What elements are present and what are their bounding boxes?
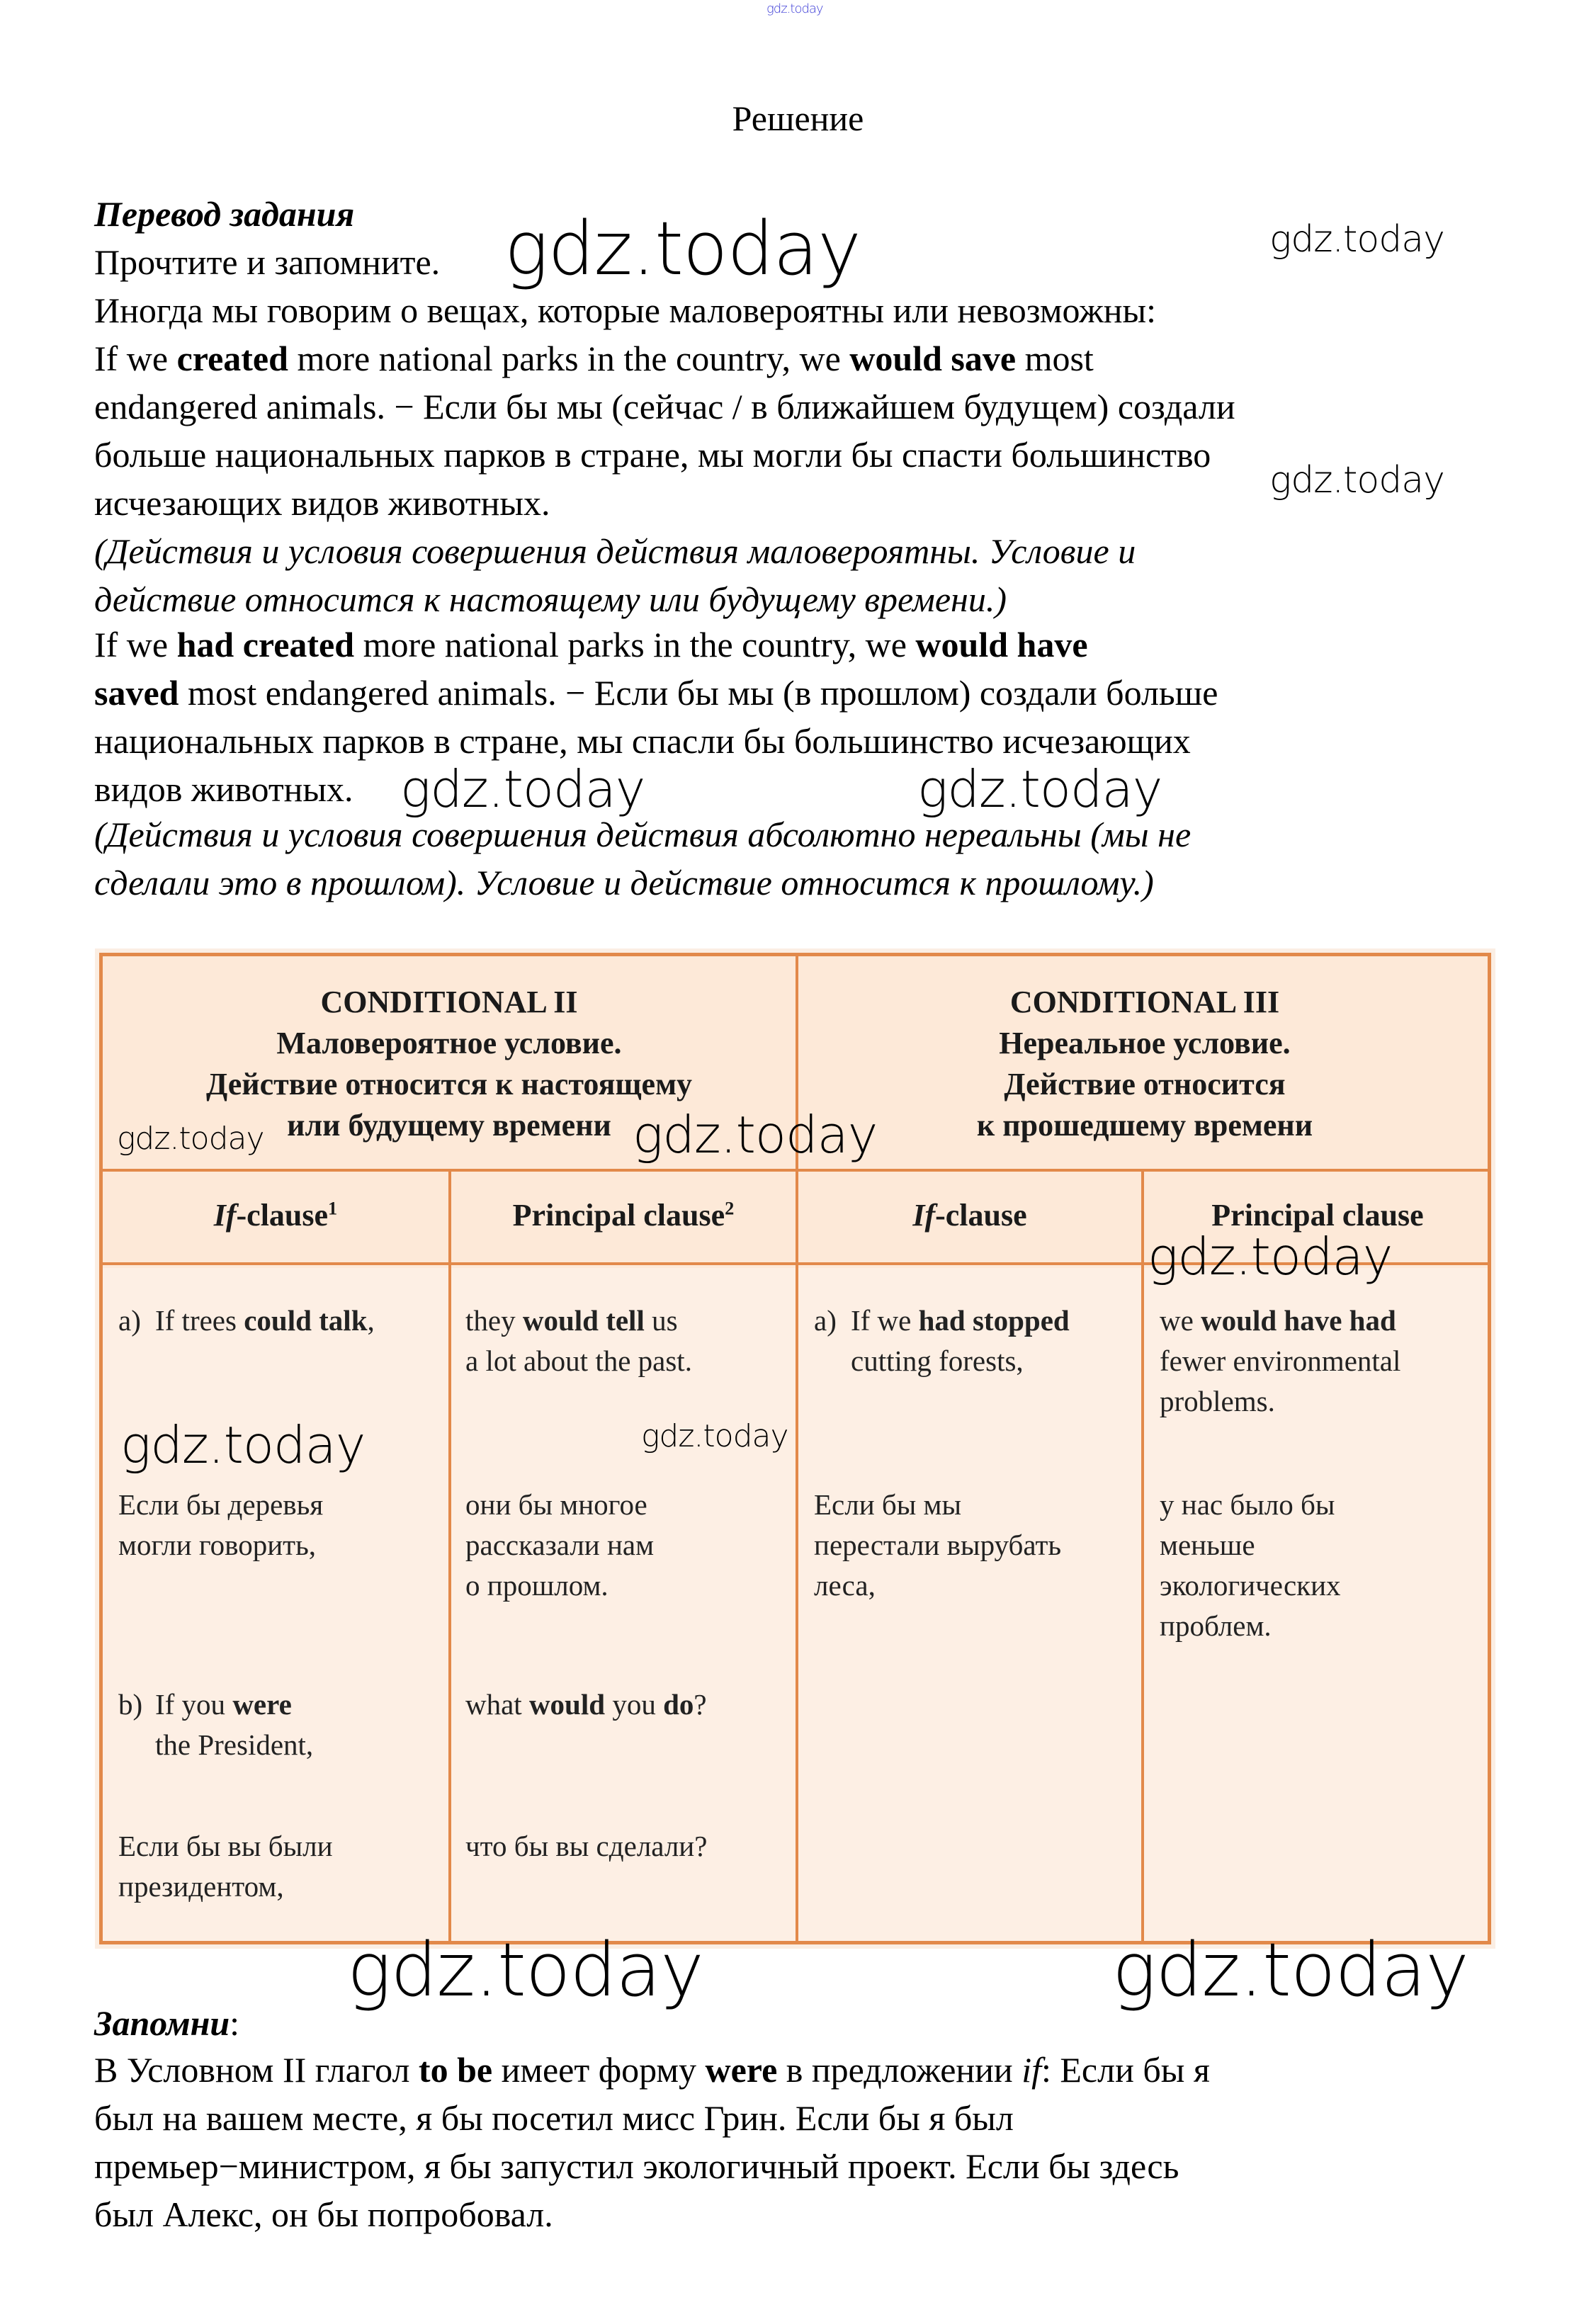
example2-line3: национальных парков в стране, мы спасли бы большинство исчезающих: [94, 721, 1191, 761]
bold-text: saved: [94, 673, 179, 713]
text: президентом,: [118, 1870, 284, 1903]
cond3-desc: к прошедшему времени: [976, 1108, 1313, 1143]
remember-line4: был Алекс, он бы попробовал.: [94, 2194, 553, 2234]
text: Principal clause: [1211, 1198, 1424, 1233]
cond3-title: CONDITIONAL III: [1009, 985, 1280, 1019]
text: В Условном II глагол: [94, 2050, 419, 2090]
example2-line1: [94, 621, 1088, 669]
text: the President,: [155, 1728, 314, 1761]
text: :: [230, 2003, 240, 2043]
text: more national parks in the country, we: [354, 625, 916, 664]
text: we: [1160, 1304, 1201, 1337]
cond2-principal-example-b: [465, 1684, 707, 1725]
text: Если бы вы были: [118, 1830, 333, 1862]
text: If we: [94, 339, 177, 378]
list-marker: a): [118, 1304, 141, 1337]
text: most endangered animals. − Если бы мы (в прошлом) создали больше: [179, 673, 1218, 713]
note1-line1: (Действия и условия совершения действия маловероятны. Условие и: [94, 531, 1136, 571]
text: : Если бы я: [1041, 2050, 1210, 2090]
example1-line2: endangered animals. − Если бы мы (сейчас / в ближайшем будущем) создали: [94, 387, 1235, 426]
text: экологических: [1160, 1569, 1341, 1602]
subheader-if-clause: [103, 1197, 448, 1233]
text: more national parks in the country, we: [288, 339, 850, 378]
cond2-principal-example-b-ru: [465, 1826, 707, 1867]
watermark: gdz.today: [917, 759, 1162, 819]
text: имеет форму: [492, 2050, 706, 2090]
watermark: gdz.today: [347, 1927, 703, 2013]
subheader-principal-clause: [451, 1197, 796, 1233]
divider: [448, 1169, 451, 1941]
bold-text: had stopped: [918, 1304, 1070, 1337]
watermark-top: gdz.today: [766, 1, 823, 16]
text: If: [912, 1198, 936, 1233]
cond2-title: CONDITIONAL II: [320, 985, 578, 1019]
text: Запомни: [94, 2003, 230, 2043]
text: If trees: [155, 1304, 244, 1337]
text: о прошлом.: [465, 1569, 609, 1602]
note2-line1: (Действия и условия совершения действия абсолютно нереальны (мы не: [94, 815, 1192, 854]
watermark: gdz.today: [400, 759, 645, 819]
example2-line2: [94, 669, 1218, 717]
task-heading: Перевод задания: [94, 194, 355, 234]
text: If we: [94, 625, 177, 664]
watermark: gdz.today: [641, 1418, 788, 1454]
text: ?: [694, 1688, 707, 1721]
text: в предложении: [777, 2050, 1022, 2090]
bold-text: to be: [418, 2050, 493, 2090]
remember-line2: был на вашем месте, я бы посетил мисс Грин. Если бы я был: [94, 2098, 1014, 2138]
bold-text: were: [705, 2050, 778, 2090]
bold-text: would: [528, 1688, 606, 1721]
text: Если бы деревья: [118, 1488, 324, 1521]
text: могли говорить,: [118, 1529, 317, 1561]
text: леса,: [814, 1569, 876, 1602]
cond2-desc: Действие относится к настоящему: [205, 1067, 693, 1101]
text: Если бы мы: [814, 1488, 962, 1521]
text: problems.: [1160, 1385, 1275, 1417]
cond3-if-example-a: [814, 1301, 1070, 1381]
text: меньше: [1160, 1529, 1255, 1561]
cond2-principal-example-a-ru: [465, 1485, 654, 1606]
text: fewer environmental: [1160, 1344, 1401, 1377]
divider: [1141, 1169, 1144, 1941]
text: Principal clause: [512, 1198, 725, 1233]
cond2-desc: Маловероятное условие.: [276, 1026, 622, 1060]
cond3-if-example-a-ru: [814, 1485, 1061, 1606]
watermark: gdz.today: [117, 1121, 264, 1157]
watermark: gdz.today: [1269, 218, 1444, 261]
cond2-if-example-b: [118, 1684, 313, 1765]
text: у нас было бы: [1160, 1488, 1335, 1521]
cond3-desc: Нереальное условие.: [999, 1026, 1291, 1060]
example2-line4: видов животных.: [94, 769, 353, 809]
cond3-principal-example-a-ru: [1160, 1485, 1341, 1646]
footnote-mark: 1: [328, 1197, 338, 1219]
text: ,: [367, 1304, 375, 1337]
text: рассказали нам: [465, 1529, 655, 1561]
intro-text: Прочтите и запомните.: [94, 242, 441, 282]
cond2-principal-example-a: [465, 1301, 692, 1381]
bold-text: would have had: [1201, 1304, 1396, 1337]
lead-line: Иногда мы говорим о вещах, которые маловероятны или невозможны:: [94, 290, 1156, 330]
bold-text: had created: [176, 625, 355, 664]
subheader-if-clause: [798, 1197, 1141, 1233]
text: a lot about the past.: [465, 1344, 692, 1377]
note1-line2: действие относится к настоящему или будущему времени.): [94, 579, 1007, 619]
cond2-if-example-a-ru: [118, 1485, 323, 1565]
bold-text: were: [232, 1688, 292, 1721]
intro-line: [94, 238, 440, 286]
watermark: gdz.today: [1112, 1927, 1468, 2013]
watermark: gdz.today: [633, 1105, 878, 1165]
text: you: [605, 1688, 664, 1721]
text: проблем.: [1160, 1609, 1272, 1642]
bold-text: would save: [849, 339, 1017, 378]
text: cutting forests,: [851, 1344, 1024, 1377]
text: If we: [851, 1304, 919, 1337]
cond2-if-example-a: [118, 1301, 375, 1341]
text: If: [213, 1198, 237, 1233]
watermark: gdz.today: [504, 205, 861, 292]
example1-line3: больше национальных парков в стране, мы могли бы спасти большинство: [94, 435, 1211, 475]
text: что бы вы сделали?: [465, 1830, 708, 1862]
example1-line4: исчезающих видов животных.: [94, 483, 550, 523]
example1-line1: [94, 334, 1094, 383]
text: what: [465, 1688, 529, 1721]
text: -clause: [935, 1198, 1027, 1233]
cond3-header: [798, 982, 1491, 1146]
list-marker: a): [814, 1304, 837, 1337]
text: они бы многое: [465, 1488, 647, 1521]
text: If you: [155, 1688, 233, 1721]
watermark: gdz.today: [1269, 459, 1444, 502]
bold-text: do: [663, 1688, 694, 1721]
cond2-if-example-b-ru: [118, 1826, 333, 1907]
text: -clause: [236, 1198, 329, 1233]
cond3-desc: Действие относится: [1004, 1067, 1286, 1101]
bold-text: created: [176, 339, 288, 378]
text: most: [1016, 339, 1094, 378]
cond3-principal-example-a: [1160, 1301, 1400, 1422]
bold-text: could talk: [244, 1304, 368, 1337]
footnote-mark: 2: [725, 1197, 735, 1219]
text: перестали вырубать: [814, 1529, 1062, 1561]
italic-text: if: [1021, 2050, 1041, 2090]
remember-line3: премьер−министром, я бы запустил экологичный проект. Если бы здесь: [94, 2146, 1179, 2186]
remember-line1: [94, 2046, 1210, 2094]
watermark: gdz.today: [1148, 1227, 1393, 1286]
bold-text: would tell: [522, 1304, 645, 1337]
bold-text: would have: [915, 625, 1088, 664]
text: they: [465, 1304, 523, 1337]
text: us: [644, 1304, 678, 1337]
cond2-desc: или будущему времени: [287, 1108, 611, 1143]
page-title: Решение: [732, 98, 864, 138]
watermark: gdz.today: [120, 1415, 366, 1475]
note2-line2: сделали это в прошлом). Условие и действие относится к прошлому.): [94, 863, 1154, 902]
list-marker: b): [118, 1688, 143, 1721]
remember-heading: [94, 1999, 239, 2047]
